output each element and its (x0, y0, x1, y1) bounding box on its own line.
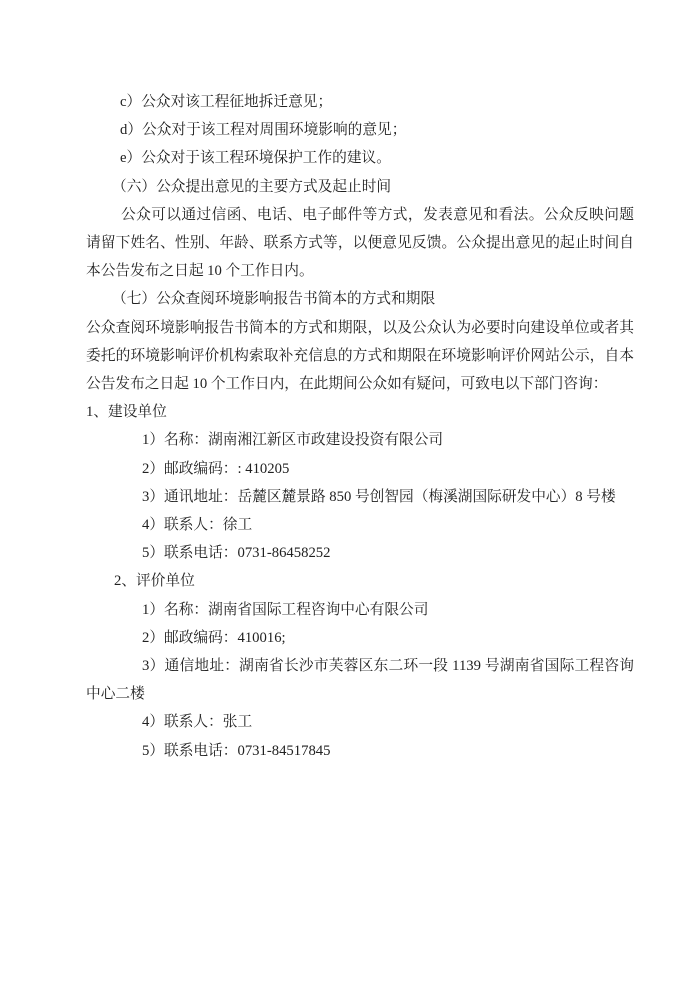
unit-2-contact-person: 4）联系人：张工 (142, 714, 253, 731)
point-d: d）公众对于该工程对周围环境影响的意见； (120, 122, 407, 139)
unit-1-address: 3）通讯地址：岳麓区麓景路 850 号创智园（梅溪湖国际研发中心）8 号楼 (142, 488, 616, 505)
unit-1-phone: 5）联系电话：0731-86458252 (142, 545, 331, 562)
unit-2-address: 3）通信地址：湖南省长沙市芙蓉区东二环一段 1139 号湖南省国际工程咨询中心二楼 (86, 658, 634, 703)
unit-1-heading: 1、建设单位 (86, 404, 167, 421)
unit-2-postcode: 2）邮政编码：410016; (142, 629, 286, 646)
section-7-paragraph: 公众查阅环境影响报告书简本的方式和期限，以及公众认为必要时向建设单位或者其委托的环境影响评价机构索取补充信息的方式和期限在环境影响评价网站公示，自本公告发布之日起 10 个工作日内，在此期间公众如有疑问，可致电以下部门咨询： (86, 319, 634, 393)
section-7-heading: （七）公众查阅环境影响报告书简本的方式和期限 (112, 291, 436, 308)
section-6-heading: （六）公众提出意见的主要方式及起止时间 (112, 178, 392, 195)
point-c: c）公众对该工程征地拆迁意见； (120, 94, 333, 110)
unit-1-contact-person: 4）联系人：徐工 (142, 517, 253, 534)
point-e: e）公众对于该工程环境保护工作的建议。 (120, 150, 391, 167)
unit-1-postcode: 2）邮政编码：: 410205 (142, 460, 290, 477)
unit-2-phone: 5）联系电话：0731-84517845 (142, 742, 331, 759)
section-6-paragraph: 公众可以通过信函、电话、电子邮件等方式，发表意见和看法。公众反映问题请留下姓名、性别、年龄、联系方式等，以便意见反馈。公众提出意见的起止时间自本公告发布之日起 10 个工作日内。 (86, 206, 634, 280)
unit-2-name: 1）名称：湖南省国际工程咨询中心有限公司 (142, 601, 429, 618)
unit-1-name: 1）名称：湖南湘江新区市政建设投资有限公司 (142, 432, 444, 449)
unit-2-heading: 2、评价单位 (114, 573, 195, 590)
